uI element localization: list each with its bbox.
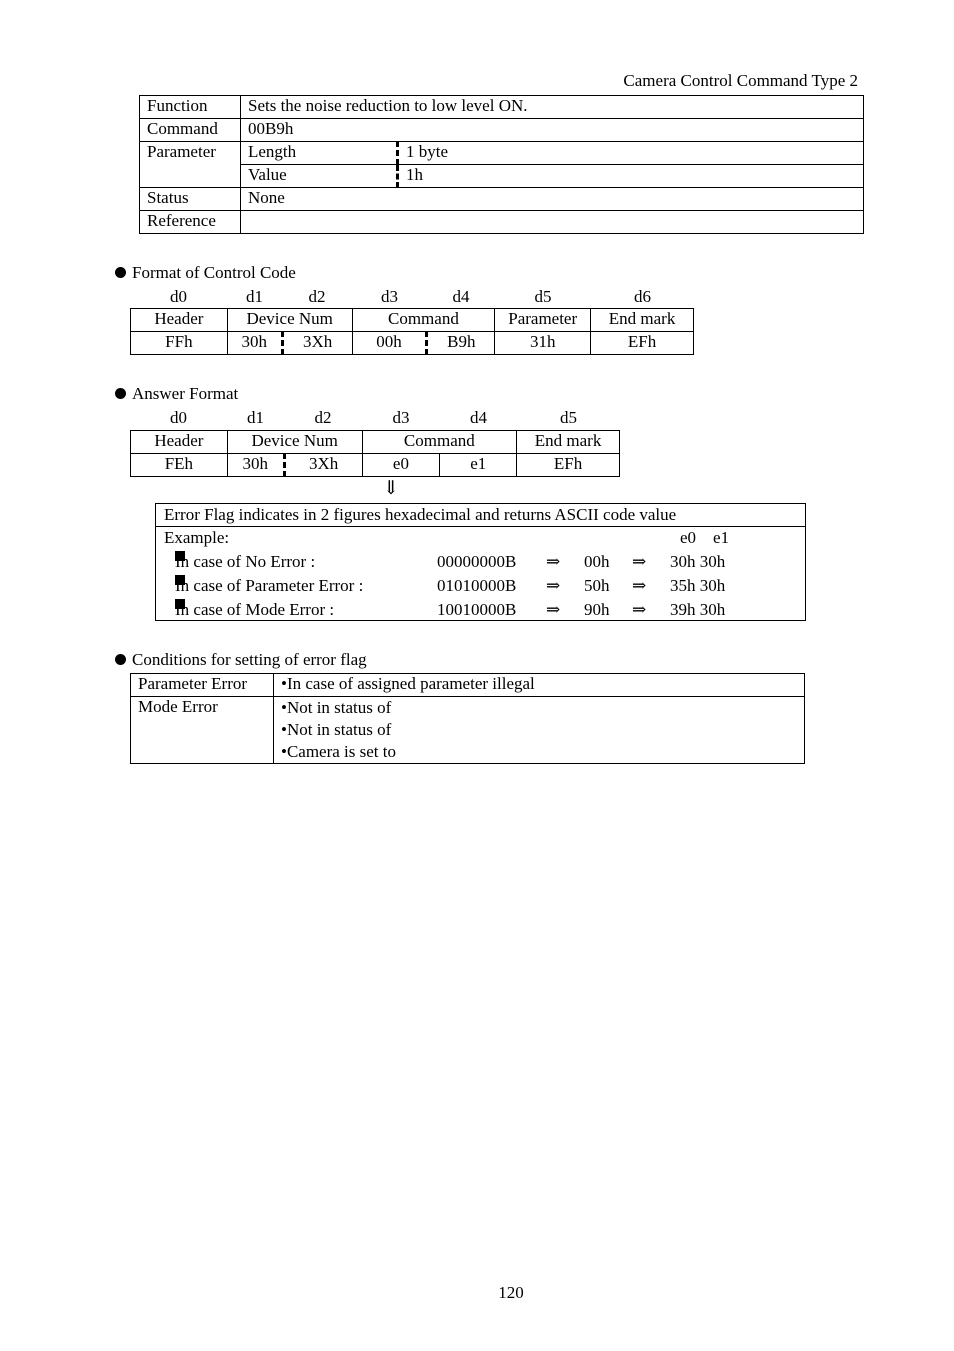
right-arrow-icon: ⇒ [632, 552, 647, 571]
right-arrow-icon: ⇒ [632, 576, 647, 595]
bullet-icon [115, 388, 126, 399]
group-command: Command [362, 431, 517, 454]
bullet-icon [115, 654, 126, 665]
param-error-label: Parameter Error [131, 674, 274, 697]
down-arrow-icon: ⇓ [383, 478, 399, 499]
parameter-label: Parameter [140, 142, 241, 188]
byte-value: EFh [591, 332, 694, 355]
byte-label: d1 [247, 408, 264, 427]
byte-value: 30h [227, 332, 282, 355]
e-labels: e0 e1 [680, 528, 730, 547]
length-value: 1 byte [398, 142, 864, 165]
right-arrow-icon: ⇒ [546, 552, 561, 571]
reference-label: Reference [140, 211, 241, 234]
bullet-icon [115, 267, 126, 278]
byte-label: d4 [470, 408, 487, 427]
hex-value: 90h [584, 600, 610, 619]
group-header: Header [131, 431, 228, 454]
value-value: 1h [398, 165, 864, 188]
control-code-byte-labels [130, 287, 694, 307]
table-row [131, 697, 805, 764]
byte-value: 3Xh [284, 454, 362, 477]
value-label: Value [241, 165, 398, 188]
group-command: Command [352, 309, 495, 332]
answer-format-title: Answer Format [132, 384, 239, 403]
right-arrow-icon: ⇒ [546, 600, 561, 619]
function-value: Sets the noise reduction to low level ON. [241, 96, 864, 119]
right-arrow-icon: ⇒ [632, 600, 647, 619]
hex-value: 00h [584, 552, 610, 571]
table-row [140, 188, 864, 211]
binary-value: 00000000B [437, 552, 517, 571]
answer-byte-labels [130, 408, 620, 428]
command-label: Command [140, 119, 241, 142]
command-spec-table [139, 95, 864, 234]
byte-value: 30h [227, 454, 284, 477]
page-header: Camera Control Command Type 2 [623, 71, 858, 90]
error-row [156, 551, 805, 575]
hex-value: 50h [584, 576, 610, 595]
error-case-label: In case of Parameter Error : [175, 576, 364, 595]
ascii-value: 39h 30h [670, 600, 726, 619]
param-error-text: •In case of assigned parameter illegal [274, 674, 805, 697]
mode-error-label: Mode Error [131, 697, 274, 764]
byte-label: d0 [170, 287, 187, 306]
byte-label: d1 [246, 287, 263, 306]
table-row [131, 332, 694, 355]
reference-value [241, 211, 864, 234]
conditions-heading [115, 650, 367, 670]
byte-label: d5 [560, 408, 577, 427]
conditions-table [130, 673, 805, 764]
example-label: Example: [164, 528, 230, 547]
byte-value: e1 [440, 454, 517, 477]
group-parameter: Parameter [495, 309, 591, 332]
ascii-value: 35h 30h [670, 576, 726, 595]
table-row [131, 309, 694, 332]
control-code-title: Format of Control Code [132, 263, 296, 282]
function-label: Function [140, 96, 241, 119]
mode-error-line: •Not in status of [281, 698, 392, 717]
group-end-mark: End mark [591, 309, 694, 332]
byte-label: d2 [308, 287, 326, 306]
error-case-label: In case of Mode Error : [175, 600, 335, 619]
answer-format-table [130, 430, 620, 477]
table-row [140, 96, 864, 119]
example-row [156, 527, 805, 551]
byte-label: d2 [314, 408, 332, 427]
byte-value: B9h [427, 332, 495, 355]
error-case-label: In case of No Error : [175, 552, 316, 571]
mode-error-line: •Camera is set to [281, 742, 397, 761]
byte-value: 00h [352, 332, 427, 355]
byte-label: d0 [170, 408, 187, 427]
binary-value: 01010000B [437, 576, 517, 595]
byte-value: FFh [131, 332, 228, 355]
page-number: 120 [498, 1283, 524, 1302]
error-flag-title-row [156, 504, 805, 527]
group-device-num: Device Num [227, 431, 362, 454]
byte-label: d4 [452, 287, 470, 306]
table-row [131, 431, 620, 454]
byte-value: EFh [517, 454, 620, 477]
conditions-title: Conditions for setting of error flag [132, 650, 367, 669]
table-row [140, 119, 864, 142]
mode-error-cell [274, 697, 805, 764]
length-label: Length [241, 142, 398, 165]
binary-value: 10010000B [437, 600, 517, 619]
command-value: 00B9h [241, 119, 864, 142]
byte-value: 31h [495, 332, 591, 355]
error-row [156, 575, 805, 599]
group-header: Header [131, 309, 228, 332]
ascii-value: 30h 30h [670, 552, 726, 571]
table-row [131, 454, 620, 477]
status-label: Status [140, 188, 241, 211]
table-row [140, 165, 864, 188]
status-value: None [241, 188, 864, 211]
table-row [131, 674, 805, 697]
byte-value: FEh [131, 454, 228, 477]
mode-error-line: •Not in status of [281, 720, 392, 739]
byte-label: d5 [534, 287, 552, 306]
byte-label: d3 [381, 287, 398, 306]
error-flag-title: Error Flag indicates in 2 figures hexadecimal and returns ASCII code value [164, 505, 677, 524]
table-row [140, 211, 864, 234]
error-flag-box [155, 503, 806, 621]
byte-label: d3 [392, 408, 410, 427]
group-device-num: Device Num [227, 309, 352, 332]
group-end-mark: End mark [517, 431, 620, 454]
byte-value: e0 [362, 454, 440, 477]
error-row [156, 599, 805, 623]
control-code-heading [115, 263, 296, 283]
control-code-table [130, 308, 694, 355]
table-row [140, 142, 864, 165]
byte-label: d6 [634, 287, 651, 306]
byte-value: 3Xh [282, 332, 352, 355]
answer-format-heading [115, 384, 238, 404]
right-arrow-icon: ⇒ [546, 576, 561, 595]
